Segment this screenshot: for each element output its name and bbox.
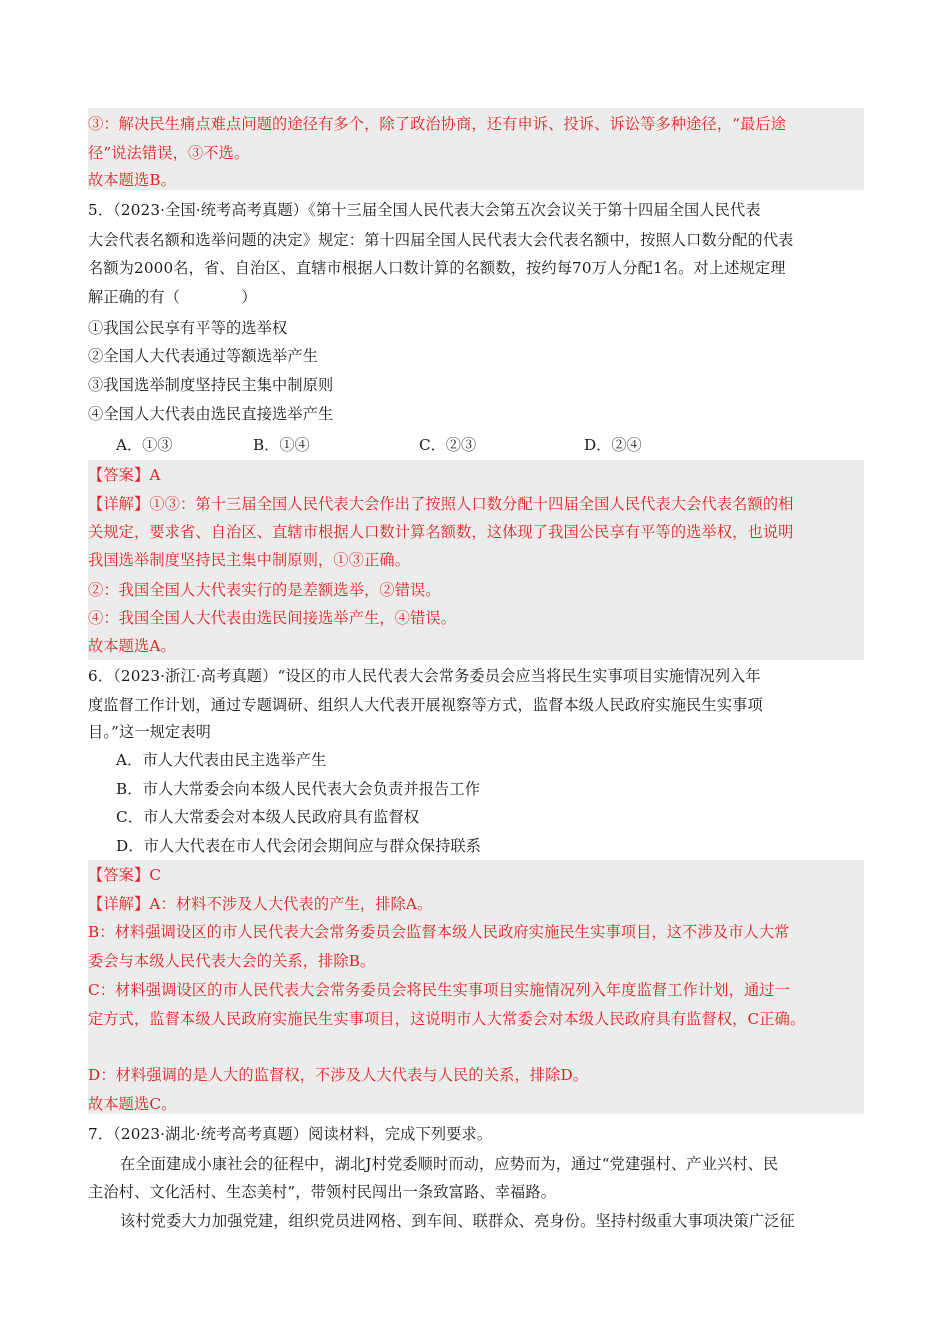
detail-text: A：材料不涉及人大代表的产生，排除A。: [149, 895, 433, 913]
q7-stem: 7．（2023·湖北·统考高考真题）阅读材料，完成下列要求。: [88, 1125, 493, 1143]
q6-conclusion: 故本题选C。: [88, 1095, 177, 1113]
answer-value: A: [149, 466, 161, 484]
q7-material-line: 在全面建成小康社会的征程中，湖北J村党委顺时而动，应势而为，通过“党建强村、产业兴村、民: [120, 1155, 779, 1173]
q6-stem: 目。”这一规定表明: [88, 723, 212, 741]
q6-answer: [88, 861, 864, 890]
answer-tag: 【答案】: [88, 466, 150, 484]
q7-material-line: 主治村、文化活村、生态美村”，带领村民闯出一条致富路、幸福路。: [88, 1183, 557, 1201]
q5-detail-line: ④：我国全国人大代表由选民间接选举产生，④错误。: [88, 609, 457, 627]
q5-detail-line: 我国选举制度坚持民主集中制原则，①③正确。: [88, 551, 411, 569]
q6-option-b: B．市人大常委会向本级人民代表大会负责并报告工作: [116, 780, 481, 798]
q5-detail-line: 关规定，要求省、自治区、直辖市根据人口数计算名额数，这体现了我国公民享有平等的选举权，也说明: [88, 523, 794, 541]
q5-stem: 5．（2023·全国·统考高考真题）《第十三届全国人民代表大会第五次会议关于第十四届全国人民代表: [88, 201, 761, 219]
q5-option-a: A．①③: [116, 436, 173, 454]
detail-tag: 【详解】: [88, 895, 150, 913]
q5-stem: 名额为2000名，省、自治区、直辖市根据人口数计算的名额数，按约每70万人分配1名。对上述规定理: [88, 259, 786, 277]
q6-detail: [88, 890, 864, 919]
q6-stem: 度监督工作计划，通过专题调研、组织人大代表开展视察等方式，监督本级人民政府实施民生实事项: [88, 696, 763, 714]
prev-explain-line: 径”说法错误，③不选。: [88, 144, 250, 162]
detail-text: ①③：第十三届全国人民代表大会作出了按照人口数分配十四届全国人民代表大会代表名额的相: [149, 495, 794, 513]
q6-option-d: D．市人大代表在市人代会闭会期间应与群众保持联系: [116, 837, 482, 855]
q5-detail: [88, 490, 864, 519]
q5-detail-line: ②：我国全国人大代表实行的是差额选举，②错误。: [88, 581, 441, 599]
q6-detail-line: B：材料强调设区的市人民代表大会常务委员会监督本级人民政府实施民生实事项目，这不涉及市人大常: [88, 923, 790, 941]
q5-item: ④全国人大代表由选民直接选举产生: [88, 405, 334, 423]
q5-answer: [88, 461, 864, 490]
q7-material-line: 该村党委大力加强党建，组织党员进网格、到车间、联群众、亮身份。坚持村级重大事项决策广泛征: [120, 1212, 795, 1230]
q6-detail-line: C：材料强调设区的市人民代表大会常务委员会将民生实事项目实施情况列入年度监督工作计划，通过一: [88, 981, 790, 999]
q6-detail-line: D：材料强调的是人大的监督权，不涉及人大代表与人民的关系，排除D。: [88, 1066, 589, 1084]
answer-tag: 【答案】: [88, 866, 150, 884]
q6-option-c: C．市人大常委会对本级人民政府具有监督权: [116, 808, 420, 826]
prev-conclusion: 故本题选B。: [88, 171, 176, 189]
answer-value: C: [149, 866, 162, 884]
q5-conclusion: 故本题选A。: [88, 637, 176, 655]
prev-explain-line: ③：解决民生痛点难点问题的途径有多个，除了政治协商，还有申诉、投诉、诉讼等多种途径，“最后途: [88, 115, 787, 133]
q5-option-c: C．②③: [419, 436, 477, 454]
q5-item: ①我国公民享有平等的选举权: [88, 319, 288, 337]
q5-item: ②全国人大代表通过等额选举产生: [88, 347, 319, 365]
q5-item: ③我国选举制度坚持民主集中制原则: [88, 376, 334, 394]
q6-option-a: A．市人大代表由民主选举产生: [116, 751, 327, 769]
q5-option-b: B．①④: [253, 436, 310, 454]
q5-stem: 大会代表名额和选举问题的决定》规定：第十四届全国人民代表大会代表名额中，按照人口数分配的代表: [88, 231, 794, 249]
q6-detail-line: 委会与本级人民代表大会的关系，排除B。: [88, 952, 376, 970]
q6-detail-line: 定方式，监督本级人民政府实施民生实事项目，这说明市人大常委会对本级人民政府具有监督权，C正确。: [88, 1010, 806, 1028]
detail-tag: 【详解】: [88, 495, 150, 513]
q5-stem: 解正确的有（ ）: [88, 288, 257, 306]
q6-stem: 6．（2023·浙江·高考真题）“设区的市人民代表大会常务委员会应当将民生实事项目实施情况列入年: [88, 667, 761, 685]
q5-option-d: D．②④: [584, 436, 642, 454]
